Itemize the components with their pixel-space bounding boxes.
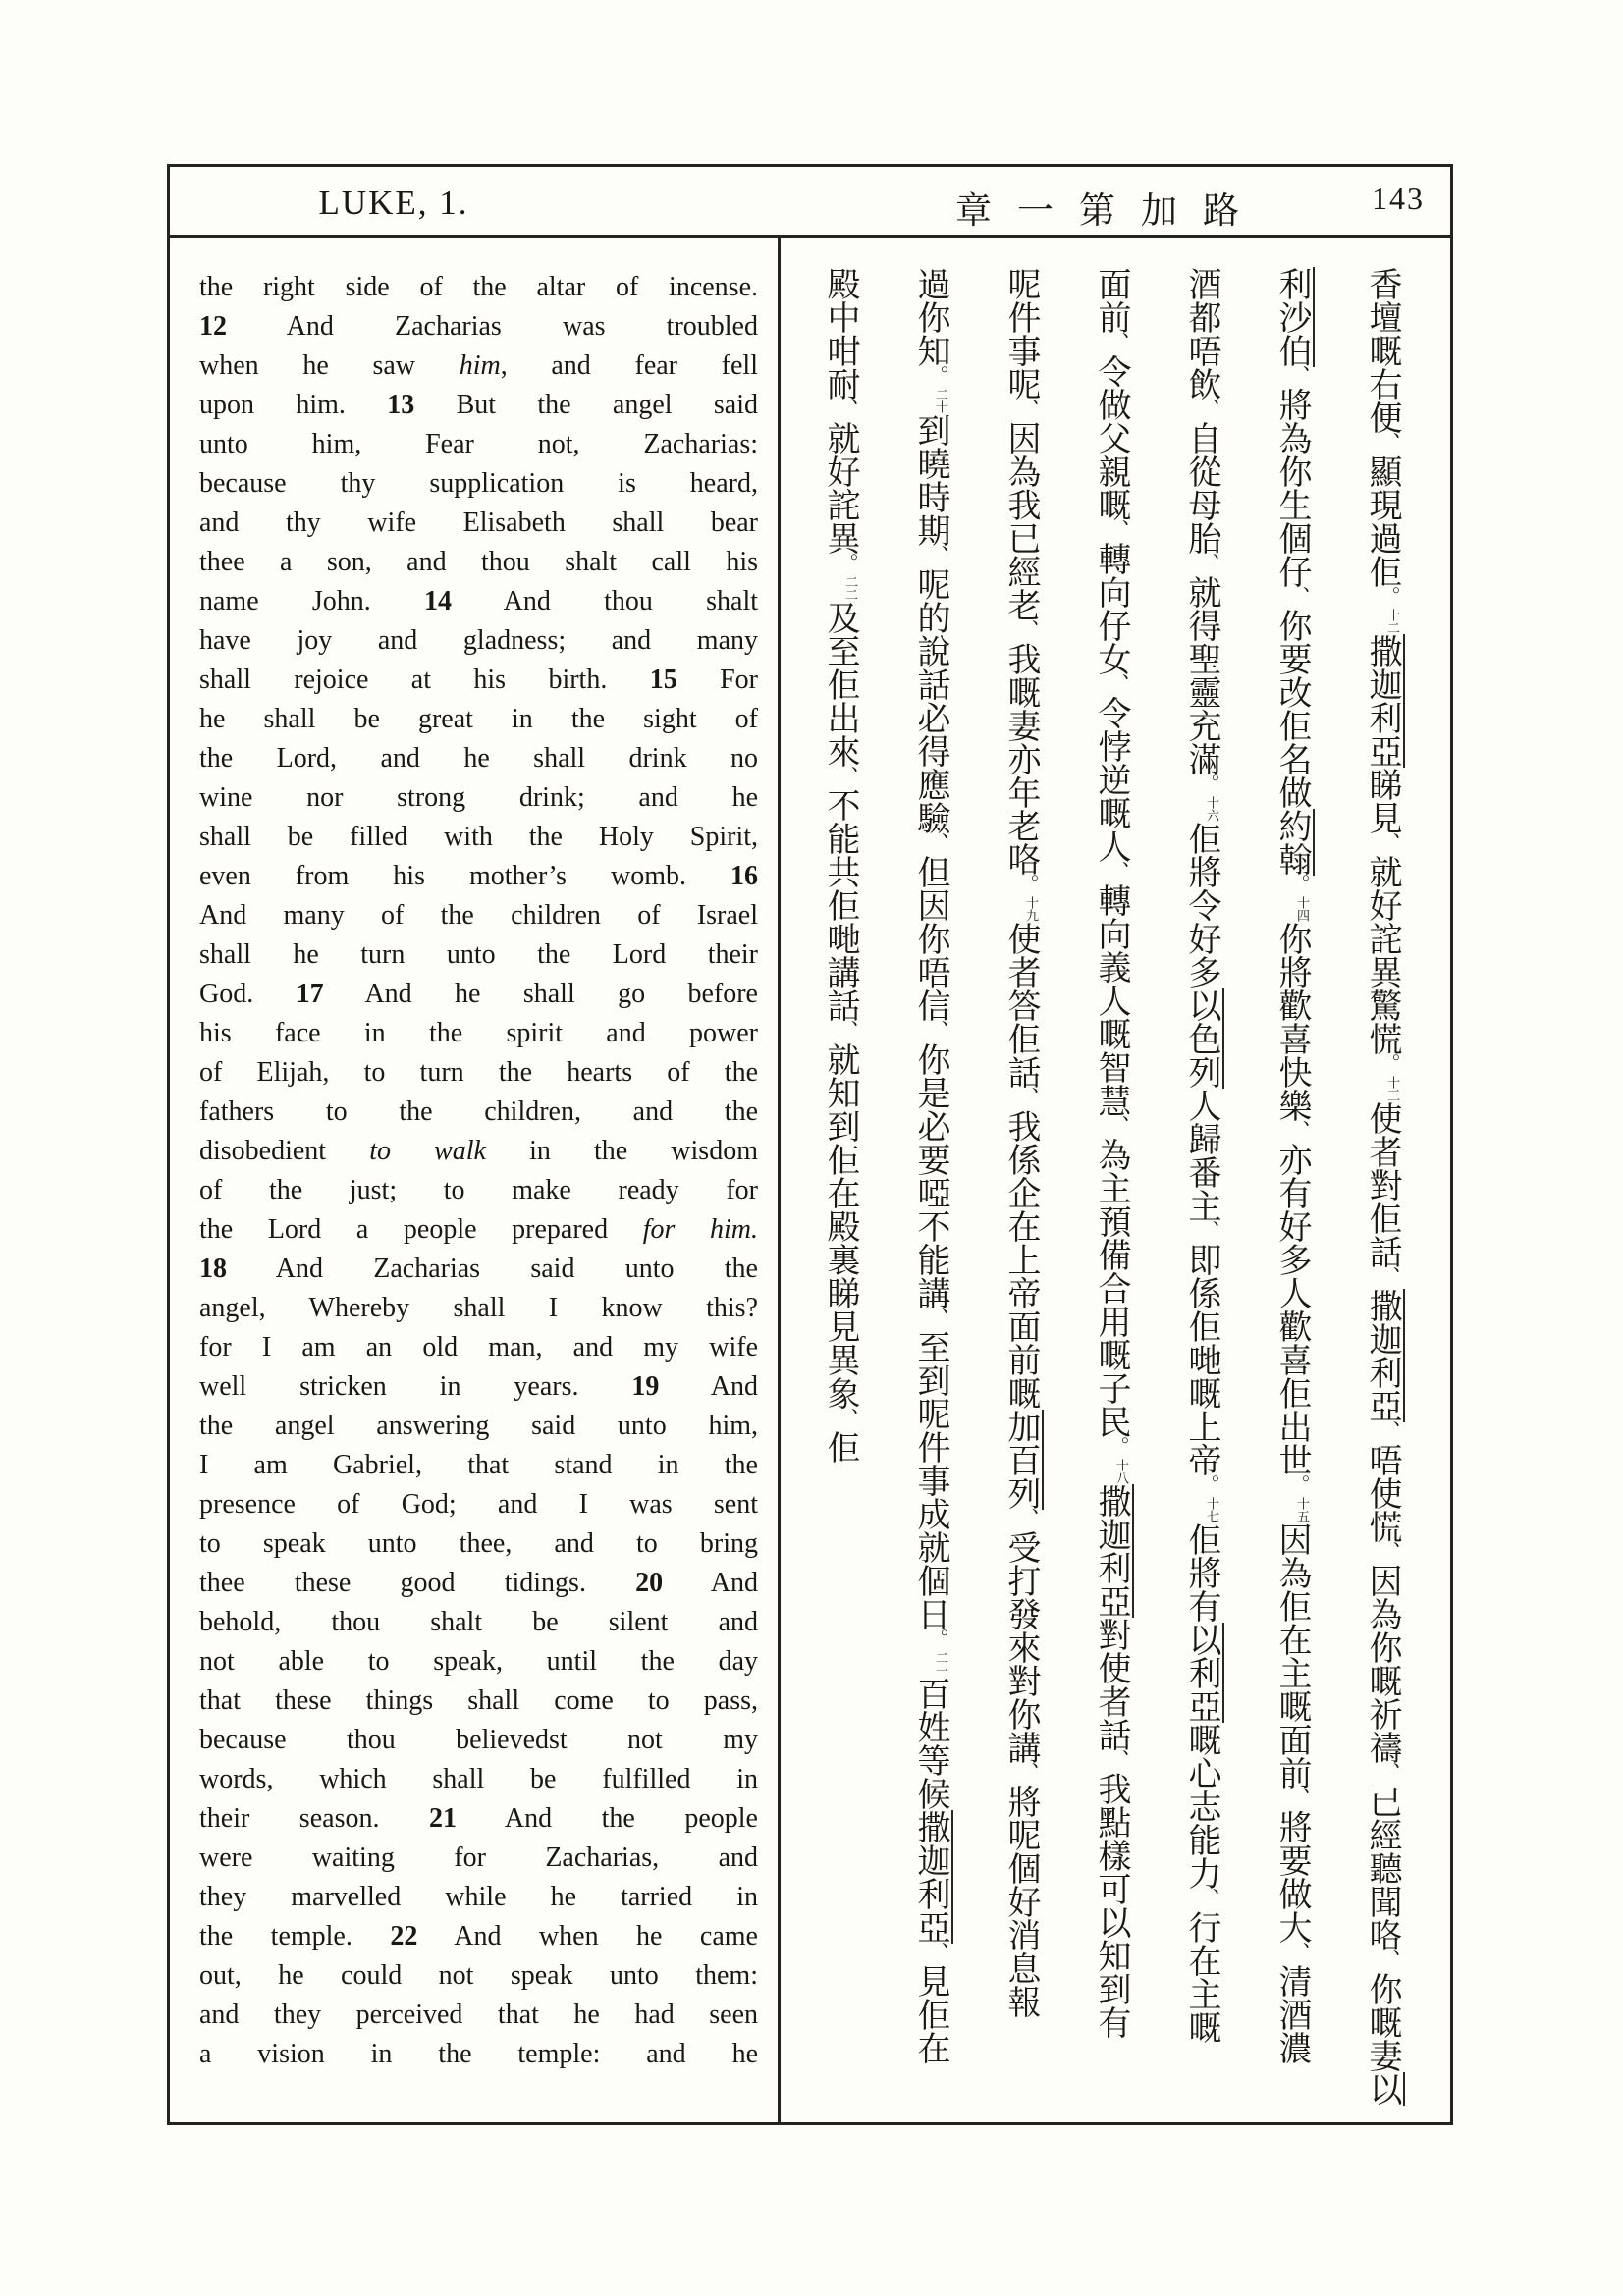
punctuation-mark: 。 [1016, 874, 1040, 894]
proper-name-mark: 撒迦利亞 [1364, 1289, 1405, 1422]
punctuation-mark: 、 [1378, 432, 1401, 453]
english-line-36: not able to speak, until the day [199, 1646, 758, 1677]
punctuation-mark: 、 [1107, 332, 1130, 352]
punctuation-mark: 、 [926, 1020, 949, 1041]
punctuation-mark: 、 [1197, 553, 1220, 573]
proper-name-mark: 以利亞 [1183, 1623, 1224, 1723]
english-line-31: I am Gabriel, that stand in the [199, 1450, 758, 1480]
verse-number-marker: 十九 [1024, 896, 1039, 922]
english-line-37: that these things shall come to pass, [199, 1685, 758, 1716]
english-line-29: well stricken in years. 19 And [199, 1371, 758, 1402]
punctuation-mark: 、 [1016, 619, 1040, 640]
english-line-35: behold, thou shalt be silent and [199, 1607, 758, 1637]
verse-number-marker: 十三 [1385, 1076, 1400, 1101]
proper-name-mark: 以色列 [1183, 988, 1224, 1089]
verse-number-marker: 十七 [1205, 1497, 1219, 1522]
verse-number-marker: 十四 [1295, 896, 1310, 922]
verse-number-marker: 十二 [1385, 609, 1400, 634]
english-line-7: and thy wife Elisabeth shall bear [199, 507, 758, 538]
punctuation-mark: 、 [1197, 1220, 1220, 1241]
english-line-46: a vision in the temple: and he [199, 2039, 758, 2069]
english-line-13: the Lord, and he shall drink no [199, 743, 758, 774]
punctuation-mark: 。 [836, 553, 859, 573]
chinese-text [794, 267, 1427, 2118]
english-line-38: because thou believedst not my [199, 1725, 758, 1755]
english-line-16: even from his mother’s womb. 16 [199, 861, 758, 891]
english-line-44: out, he could not speak unto them: [199, 1960, 758, 1991]
punctuation-mark: 、 [926, 1308, 949, 1328]
english-line-40: their season. 21 And the people [199, 1803, 758, 1834]
punctuation-mark: 、 [1287, 1120, 1311, 1141]
punctuation-mark: 。 [1197, 774, 1220, 794]
page-body [170, 238, 1450, 2122]
punctuation-mark: 、 [836, 1408, 859, 1428]
chinese-column [781, 238, 1450, 2122]
english-line-4: upon him. 13 But the angel said [199, 390, 759, 420]
proper-name-mark: 撒迦利亞 [1093, 1484, 1134, 1618]
english-line-28: for I am an old man, and my wife [199, 1332, 758, 1362]
english-line-12: he shall be great in the sight of [199, 704, 758, 734]
chinese-verse-column-6: 過你知。二十到曉時期、呢的說話必得應驗、但因你唔信、你是必要啞不能講、至到呢件事成就個日。二一百姓等候撒迦利亞、見佢在 [885, 267, 975, 2118]
english-line-20: his face in the spirit and power [199, 1018, 758, 1048]
proper-name-mark: 利沙伯 [1273, 267, 1315, 367]
verse-number-marker: 二一 [934, 1651, 948, 1677]
chinese-verse-column-1: 香壇嘅右便、顯現過佢。十二撒迦利亞睇見、就好詫異驚慌。十三使者對佢話、撒迦利亞、唔使慌、因為你嘅祈禱、已經聽聞咯、你嘅妻以 [1336, 267, 1427, 2118]
english-line-43: the temple. 22 And when he came [199, 1921, 758, 1951]
punctuation-mark: 、 [1378, 1541, 1401, 1562]
punctuation-mark: 、 [1107, 1749, 1130, 1770]
proper-name-mark: 撒迦利亞 [1364, 634, 1405, 768]
english-line-5: unto him, Fear not, Zacharias: [199, 429, 758, 459]
punctuation-mark: 、 [1107, 519, 1130, 540]
punctuation-mark: 、 [1287, 1942, 1311, 1962]
proper-name-mark: 約翰 [1273, 809, 1315, 876]
english-line-18: shall he turn unto the Lord their [199, 939, 758, 970]
punctuation-mark: 、 [1107, 861, 1130, 881]
english-line-26: 18 And Zacharias said unto the [199, 1254, 758, 1284]
punctuation-mark: 。 [1287, 1474, 1311, 1495]
english-line-19: God. 17 And he shall go before [199, 979, 758, 1009]
punctuation-mark: 、 [1378, 1949, 1401, 1970]
verse-number-marker: 十六 [1205, 796, 1219, 822]
punctuation-mark: 、 [926, 1942, 949, 1962]
english-line-34: thee these good tidings. 20 And [199, 1568, 758, 1598]
english-line-24: of the just; to make ready for [199, 1175, 758, 1205]
punctuation-mark: 、 [1378, 832, 1401, 853]
english-line-6: because thy supplication is heard, [199, 468, 758, 499]
english-line-14: wine nor strong drink; and he [199, 782, 758, 813]
english-line-45: and they perceived that he had seen [199, 2000, 758, 2030]
punctuation-mark: 、 [1016, 399, 1040, 419]
punctuation-mark: 、 [1107, 1115, 1130, 1136]
proper-name-mark: 加百列 [1002, 1410, 1044, 1510]
verse-number-marker: 二十 [934, 388, 948, 413]
english-line-17: And many of the children of Israel [199, 900, 758, 931]
english-line-30: the angel answering said unto him, [199, 1411, 758, 1441]
punctuation-mark: 。 [1378, 1053, 1401, 1074]
punctuation-mark: 、 [1016, 1762, 1040, 1783]
english-line-15: shall be filled with the Holy Spirit, [199, 822, 758, 852]
verse-number-marker: 十五 [1295, 1497, 1310, 1522]
punctuation-mark: 。 [1197, 1474, 1220, 1495]
punctuation-mark: 、 [1378, 1420, 1401, 1441]
punctuation-mark: 、 [1287, 1788, 1311, 1808]
verse-number-marker: 二二 [843, 575, 858, 601]
chinese-verse-column-4: 面前、令做父親嘅、轉向仔女、令悖逆嘅人、轉向義人嘅智慧、為主預備合用嘅子民。十八撒迦利亞對使者話、我點樣可以知到有 [1065, 267, 1156, 2118]
punctuation-mark: 、 [836, 766, 859, 786]
header-title-chinese: 章一第加路 [955, 191, 1265, 232]
punctuation-mark: 、 [1378, 1266, 1401, 1287]
english-line-39: words, which shall be fulfilled in [199, 1764, 758, 1794]
punctuation-mark: 、 [1016, 1087, 1040, 1107]
proper-name-mark: 以 [1364, 2072, 1405, 2106]
chinese-verse-column-5: 呢件事呢、因為我已經老、我嘅妻亦年老咯。十九使者答佢話、我係企在上帝面前嘅加百列、受打發來對你講、將呢個好消息報 [975, 267, 1065, 2118]
english-line-3: when he saw him, and fear fell [199, 350, 758, 381]
english-line-11: shall rejoice at his birth. 15 For [199, 665, 758, 695]
punctuation-mark: 、 [926, 545, 949, 565]
english-line-8: thee a son, and thou shalt call his [199, 547, 758, 577]
page-header [170, 167, 1450, 238]
chinese-verse-column-7: 殿中咁耐、就好詫異。二二及至佢出來、不能共佢哋講話、就知到佢在殿裏睇見異象、佢 [822, 267, 859, 1464]
english-line-41: were waiting for Zacharias, and [199, 1842, 758, 1873]
english-line-2: 12 And Zacharias was troubled [199, 311, 758, 342]
english-column [170, 238, 781, 2122]
punctuation-mark: 、 [926, 832, 949, 853]
proper-name-mark: 撒迦利亞 [912, 1810, 953, 1944]
punctuation-mark: 。 [1378, 586, 1401, 607]
english-line-10: have joy and gladness; and many [199, 625, 758, 656]
punctuation-mark: 、 [1378, 1762, 1401, 1783]
english-line-27: angel, Whereby shall I know this? [199, 1293, 758, 1323]
chinese-verse-column-3: 酒都唔飲、自從母胎、就得聖靈充滿。十六佢將令好多以色列人歸番主、即係佢哋嘅上帝。十七佢將有以利亞嘅心志能力、行在主嘅 [1156, 267, 1246, 2118]
verse-number-marker: 十八 [1114, 1459, 1129, 1484]
english-line-21: of Elijah, to turn the hearts of the [199, 1057, 758, 1088]
english-line-32: presence of God; and I was sent [199, 1489, 758, 1520]
punctuation-mark: 。 [926, 1629, 949, 1649]
page-number: 143 [1372, 181, 1425, 216]
punctuation-mark: 、 [836, 399, 859, 419]
punctuation-mark: 、 [1287, 365, 1311, 386]
english-line-33: to speak unto thee, and to bring [199, 1528, 758, 1559]
header-title-english: LUKE, 1. [318, 183, 469, 222]
punctuation-mark: 、 [1197, 1888, 1220, 1908]
punctuation-mark: 、 [1197, 399, 1220, 419]
punctuation-mark: 、 [1287, 586, 1311, 607]
english-line-1: the right side of the altar of incense. [199, 272, 758, 302]
english-line-25: the Lord a people prepared for him. [199, 1214, 758, 1245]
punctuation-mark: 、 [836, 1020, 859, 1041]
punctuation-mark: 。 [1107, 1436, 1130, 1457]
english-line-22: fathers to the children, and the [199, 1096, 758, 1127]
page-frame [167, 164, 1453, 2125]
punctuation-mark: 。 [1287, 874, 1311, 894]
english-line-9: name John. 14 And thou shalt [199, 586, 758, 616]
punctuation-mark: 、 [1016, 1508, 1040, 1528]
english-line-23: disobedient to walk in the wisdom [199, 1136, 758, 1166]
punctuation-mark: 。 [926, 365, 949, 386]
english-line-42: they marvelled while he tarried in [199, 1882, 758, 1912]
chinese-verse-column-2: 利沙伯、將為你生個仔、你要改佢名做約翰。十四你將歡喜快樂、亦有好多人歡喜佢出世。十五因為佢在主嘅面前、將要做大、清酒濃 [1246, 267, 1336, 2118]
punctuation-mark: 、 [1107, 673, 1130, 694]
